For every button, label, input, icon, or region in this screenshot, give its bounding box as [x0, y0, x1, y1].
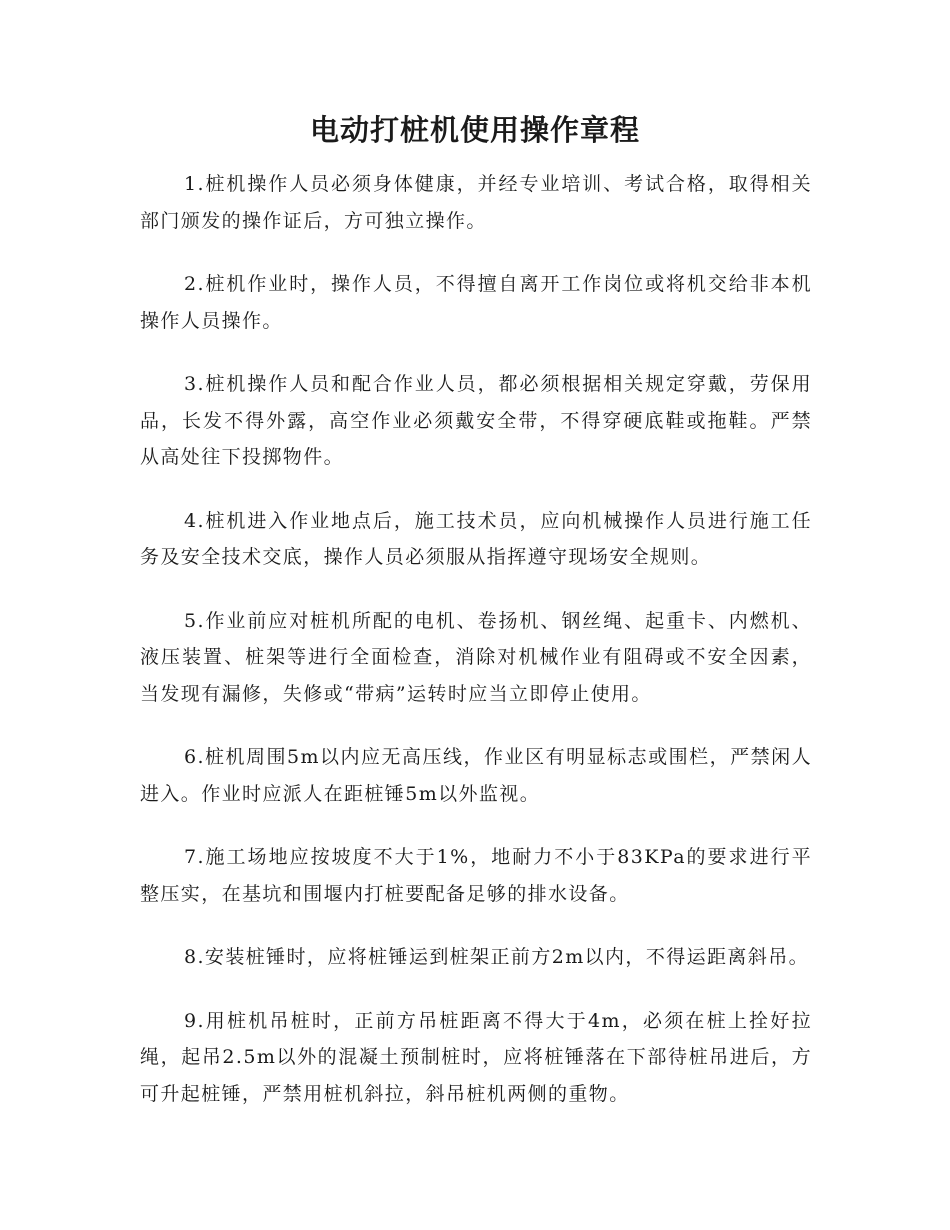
paragraph-9: 9.用桩机吊桩时，正前方吊桩距离不得大于4m，必须在桩上拴好拉绳，起吊2.5m以外的混凝土预制桩时，应将桩锤落在下部待桩吊进后，方可升起桩锤，严禁用桩机斜拉，斜吊桩机两侧的重物。 — [140, 1009, 812, 1105]
paragraph-8: 8.安装桩锤时，应将桩锤运到桩架正前方2m以内，不得运距离斜吊。 — [184, 946, 810, 968]
paragraph-3: 3.桩机操作人员和配合作业人员，都必须根据相关规定穿戴，劳保用品，长发不得外露，高空作业必须戴安全带，不得穿硬底鞋或拖鞋。严禁从高处往下投掷物件。 — [140, 373, 812, 468]
paragraph-2: 2.桩机作业时，操作人员，不得擅自离开工作岗位或将机交给非本机操作人员操作。 — [140, 273, 812, 332]
paragraph-4: 4.桩机进入作业地点后，施工技术员，应向机械操作人员进行施工任务及安全技术交底，操作人员必须服从指挥遵守现场安全规则。 — [140, 509, 812, 568]
document-title: 电动打桩机使用操作章程 — [309, 113, 640, 147]
paragraph-7: 7.施工场地应按坡度不大于1%，地耐力不小于83KPa的要求进行平整压实，在基坑和围堰内打桩要配备足够的排水设备。 — [140, 846, 812, 905]
paragraph-6: 6.桩机周围5m以内应无高压线，作业区有明显标志或围栏，严禁闲人进入。作业时应派人在距桩锤5m以外监视。 — [140, 746, 812, 805]
paragraph-5: 5.作业前应对桩机所配的电机、卷扬机、钢丝绳、起重卡、内燃机、液压装置、桩架等进行全面检查，消除对机械作业有阻碍或不安全因素，当发现有漏修，失修或“带病”运转时应当立即停止使用。 — [140, 609, 812, 705]
paragraph-1: 1.桩机操作人员必须身体健康，并经专业培训、考试合格，取得相关部门颁发的操作证后，方可独立操作。 — [140, 173, 812, 232]
document-body — [140, 166, 812, 1139]
